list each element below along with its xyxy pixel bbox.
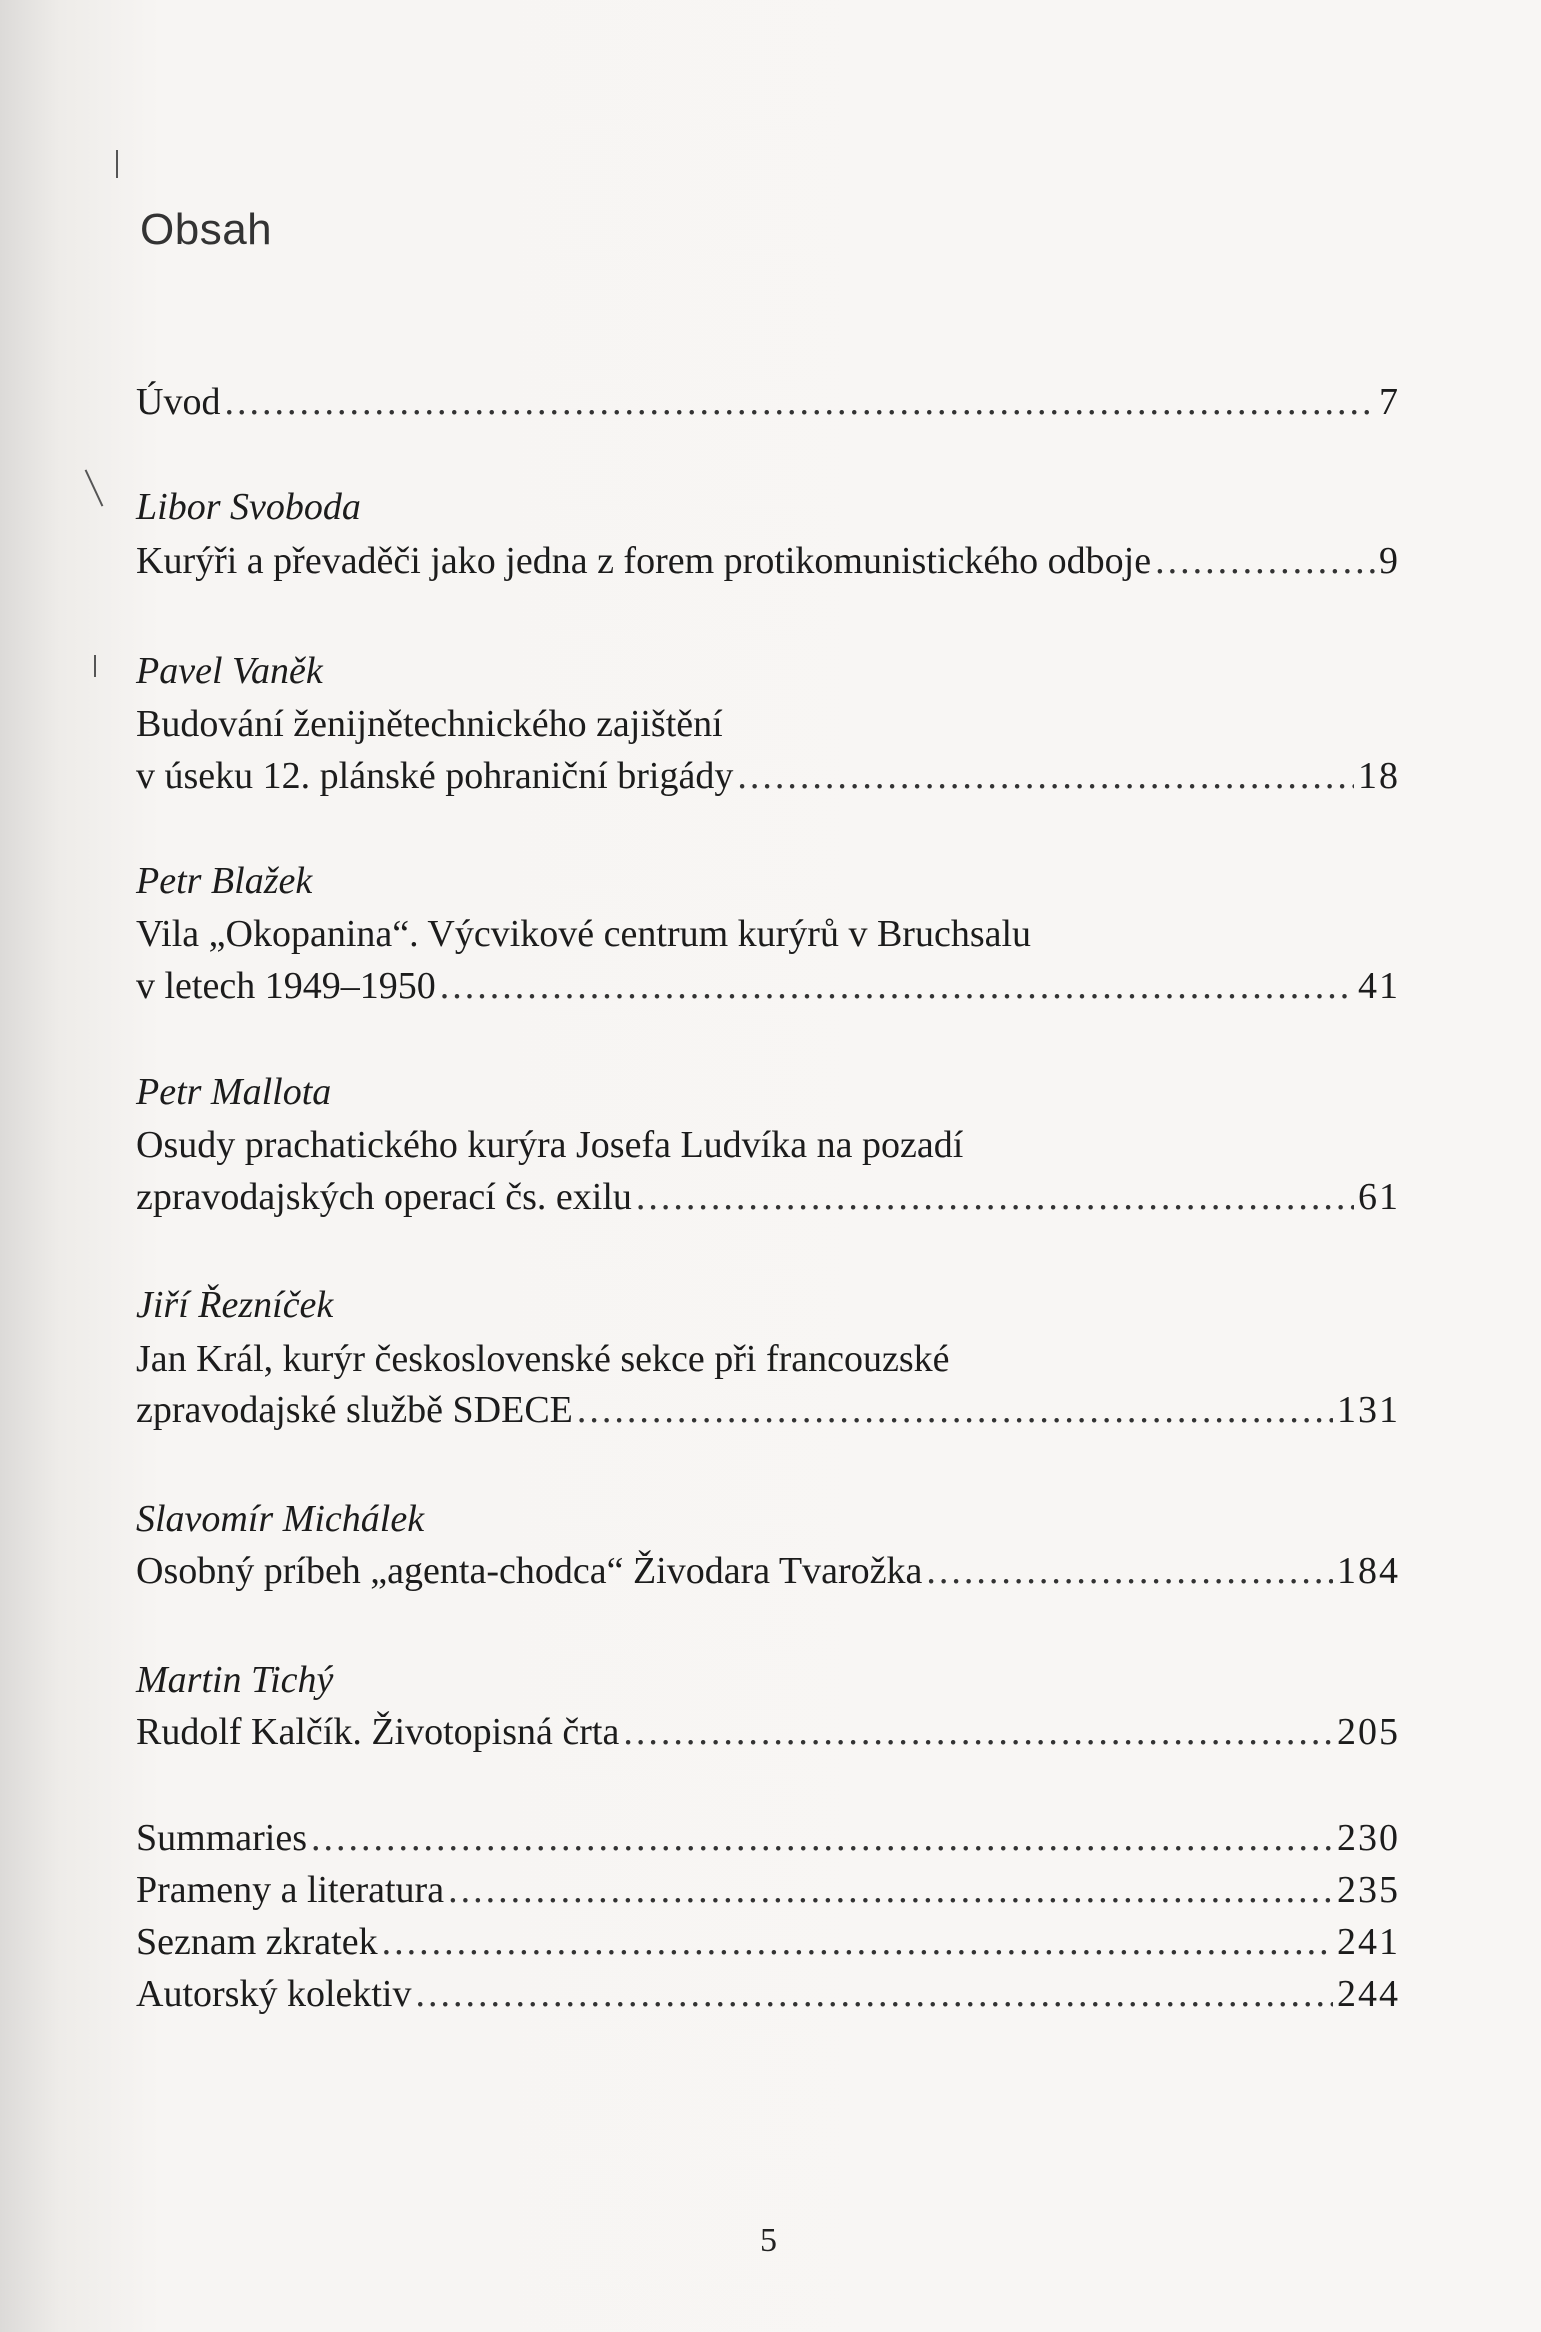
toc-entry-page: 7 bbox=[1379, 381, 1400, 423]
toc-entry-chapter-4[interactable] bbox=[136, 1172, 1400, 1222]
leader-dots bbox=[311, 1813, 1333, 1863]
toc-entry-page: 230 bbox=[1337, 1817, 1400, 1859]
toc-entry-summaries[interactable] bbox=[136, 1813, 1400, 1863]
leader-dots bbox=[448, 1865, 1333, 1915]
toc-entry-title: Osobný príbeh „agenta-chodca“ Živodara Tvarožka bbox=[136, 1550, 923, 1592]
toc-entry-sources[interactable] bbox=[136, 1865, 1400, 1915]
toc-entry-title: zpravodajské službě SDECE bbox=[136, 1389, 573, 1431]
toc-entry-page: 241 bbox=[1337, 1921, 1400, 1963]
chapter-author: Petr Mallota bbox=[136, 1071, 332, 1113]
chapter-author: Petr Blažek bbox=[136, 860, 313, 902]
toc-entry-page: 18 bbox=[1358, 755, 1400, 797]
leader-dots bbox=[926, 1546, 1333, 1596]
toc-entry-page: 235 bbox=[1337, 1869, 1400, 1911]
toc-entry-chapter-6[interactable] bbox=[136, 1546, 1400, 1596]
toc-entry-page: 61 bbox=[1358, 1176, 1400, 1218]
chapter-author: Jiří Řezníček bbox=[136, 1284, 334, 1326]
toc-entry-title: Rudolf Kalčík. Životopisná črta bbox=[136, 1711, 620, 1753]
toc-entry-title-line: Jan Král, kurýr československé sekce při francouzské bbox=[136, 1338, 950, 1380]
chapter-author: Pavel Vaněk bbox=[136, 650, 323, 692]
toc-entry-chapter-5[interactable] bbox=[136, 1385, 1400, 1435]
page-number: 5 bbox=[760, 2222, 777, 2259]
toc-entry-title-line: Budování ženijnětechnického zajištění bbox=[136, 703, 723, 745]
toc-entry-title: Autorský kolektiv bbox=[136, 1973, 412, 2015]
toc-entry-page: 184 bbox=[1337, 1550, 1400, 1592]
leader-dots bbox=[382, 1917, 1333, 1967]
toc-entry-title: zpravodajských operací čs. exilu bbox=[136, 1176, 632, 1218]
scan-mark bbox=[116, 150, 118, 178]
toc-entry-title: Úvod bbox=[136, 381, 221, 423]
chapter-author: Slavomír Michálek bbox=[136, 1498, 425, 1540]
toc-entry-authors[interactable] bbox=[136, 1969, 1400, 2019]
page-title: Obsah bbox=[140, 205, 273, 254]
leader-dots bbox=[737, 751, 1354, 801]
toc-entry-page: 9 bbox=[1379, 540, 1400, 582]
toc-entry-page: 205 bbox=[1337, 1711, 1400, 1753]
toc-entry-chapter-2[interactable] bbox=[136, 751, 1400, 801]
scan-mark bbox=[85, 469, 104, 506]
toc-entry-page: 131 bbox=[1337, 1389, 1400, 1431]
leader-dots bbox=[440, 961, 1354, 1011]
leader-dots bbox=[623, 1707, 1333, 1757]
toc-entry-title: v úseku 12. plánské pohraniční brigády bbox=[136, 755, 734, 797]
toc-entry-title: Summaries bbox=[136, 1817, 307, 1859]
chapter-author: Martin Tichý bbox=[136, 1659, 334, 1701]
leader-dots bbox=[224, 377, 1375, 427]
toc-entry-page: 244 bbox=[1337, 1973, 1400, 2015]
toc-entry-chapter-1[interactable] bbox=[136, 536, 1400, 586]
leader-dots bbox=[1155, 536, 1375, 586]
chapter-author: Libor Svoboda bbox=[136, 486, 361, 528]
toc-entry-intro[interactable] bbox=[136, 377, 1400, 427]
leader-dots bbox=[577, 1385, 1333, 1435]
toc-entry-title-line: Osudy prachatického kurýra Josefa Ludvíka na pozadí bbox=[136, 1124, 964, 1166]
toc-entry-title: Kurýři a převaděči jako jedna z forem protikomunistického odboje bbox=[136, 540, 1152, 582]
leader-dots bbox=[415, 1969, 1333, 2019]
toc-entry-title: Seznam zkratek bbox=[136, 1921, 378, 1963]
toc-entry-page: 41 bbox=[1358, 965, 1400, 1007]
toc-entry-title: v letech 1949–1950 bbox=[136, 965, 436, 1007]
toc-entry-abbreviations[interactable] bbox=[136, 1917, 1400, 1967]
toc-entry-title-line: Vila „Okopanina“. Výcvikové centrum kurýrů v Bruchsalu bbox=[136, 913, 1032, 955]
toc-entry-chapter-3[interactable] bbox=[136, 961, 1400, 1011]
leader-dots bbox=[636, 1172, 1354, 1222]
scan-mark bbox=[94, 655, 96, 677]
toc-entry-chapter-7[interactable] bbox=[136, 1707, 1400, 1757]
toc-entry-title: Prameny a literatura bbox=[136, 1869, 445, 1911]
